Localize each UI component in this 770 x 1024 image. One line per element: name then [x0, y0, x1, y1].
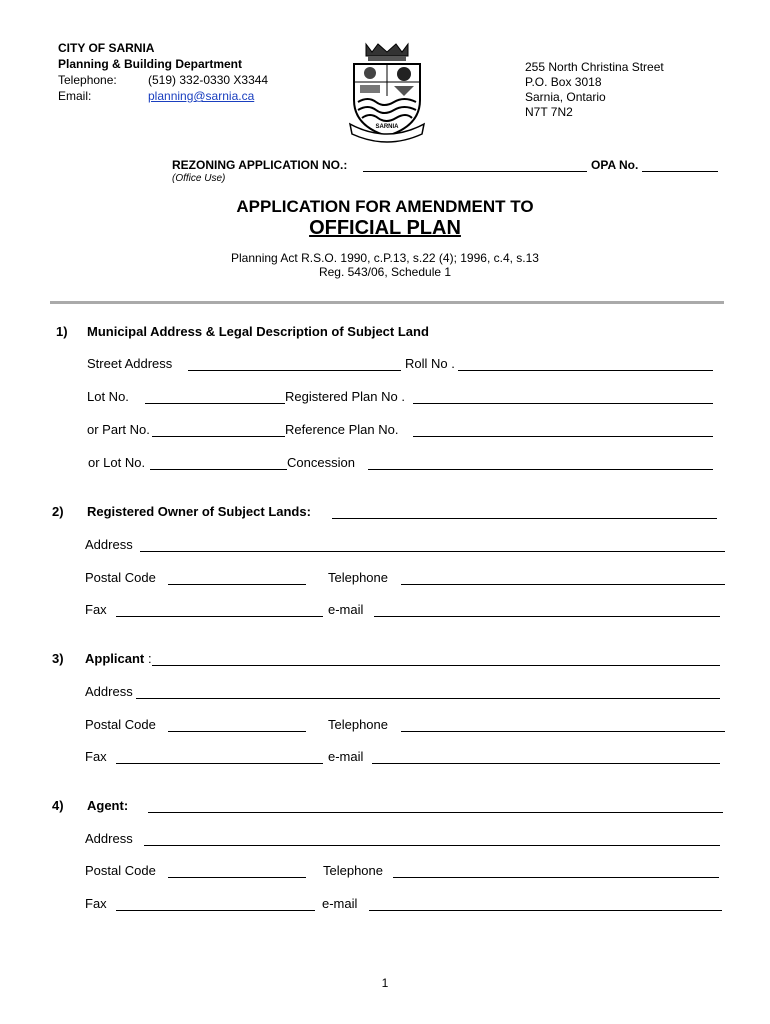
logo-motto: SARNIA: [375, 124, 399, 130]
lot-no-label: Lot No.: [87, 389, 129, 404]
agent-address-field[interactable]: [144, 845, 720, 846]
applicant-email-label: e-mail: [328, 749, 364, 764]
rezoning-label: REZONING APPLICATION NO.:: [172, 158, 348, 172]
registered-plan-label: Registered Plan No .: [285, 389, 405, 404]
owner-telephone-label: Telephone: [328, 570, 388, 585]
applicant-email-field[interactable]: [372, 763, 720, 764]
agent-email-field[interactable]: [369, 910, 722, 911]
regulation-reference: Reg. 543/06, Schedule 1: [318, 265, 452, 279]
agent-postal-field[interactable]: [168, 877, 306, 878]
concession-field[interactable]: [368, 469, 713, 470]
part-no-label: or Part No.: [87, 422, 150, 437]
section-4-heading: Agent:: [87, 798, 129, 813]
lot-no-field[interactable]: [145, 403, 285, 404]
or-lot-no-label: or Lot No.: [88, 455, 146, 470]
address-line-4: N7T 7N2: [525, 105, 573, 119]
rezoning-number-field[interactable]: [363, 171, 587, 172]
section-1-heading: Municipal Address & Legal Description of Subject Land: [87, 324, 429, 339]
telephone-value: (519) 332-0330 X3344: [148, 73, 269, 87]
owner-postal-field[interactable]: [168, 584, 306, 585]
form-title-line-1: APPLICATION FOR AMENDMENT TO: [236, 197, 534, 216]
address-line-3: Sarnia, Ontario: [525, 90, 606, 104]
owner-telephone-field[interactable]: [401, 584, 725, 585]
address-line-2: P.O. Box 3018: [525, 75, 602, 89]
applicant-telephone-field[interactable]: [401, 731, 725, 732]
roll-no-label: Roll No .: [405, 356, 455, 371]
agent-fax-field[interactable]: [116, 910, 315, 911]
section-4-number: 4): [52, 798, 64, 813]
applicant-telephone-label: Telephone: [328, 717, 388, 732]
agent-telephone-field[interactable]: [393, 877, 719, 878]
applicant-address-field[interactable]: [136, 698, 720, 699]
section-3-number: 3): [52, 651, 64, 666]
agent-telephone-label: Telephone: [323, 863, 383, 878]
street-address-field[interactable]: [188, 370, 401, 371]
applicant-fax-field[interactable]: [116, 763, 323, 764]
or-lot-no-field[interactable]: [150, 469, 287, 470]
owner-fax-label: Fax: [85, 602, 107, 617]
owner-address-label: Address: [85, 537, 133, 552]
reference-plan-field[interactable]: [413, 436, 713, 437]
owner-address-field[interactable]: [140, 551, 725, 552]
agent-email-label: e-mail: [322, 896, 358, 911]
email-label: Email:: [58, 89, 92, 103]
form-title-line-2: OFFICIAL PLAN: [309, 217, 461, 239]
address-line-1: 255 North Christina Street: [525, 60, 664, 74]
registered-plan-field[interactable]: [413, 403, 713, 404]
office-use-note: (Office Use): [172, 173, 226, 184]
roll-no-field[interactable]: [458, 370, 713, 371]
agent-address-label: Address: [85, 831, 133, 846]
owner-name-field[interactable]: [332, 518, 717, 519]
applicant-postal-label: Postal Code: [85, 717, 156, 732]
concession-label: Concession: [287, 455, 355, 470]
email-link[interactable]: planning@sarnia.ca: [148, 89, 255, 103]
applicant-fax-label: Fax: [85, 749, 107, 764]
telephone-label: Telephone:: [58, 73, 117, 87]
section-3-heading: Applicant: [85, 651, 145, 666]
owner-fax-field[interactable]: [116, 616, 323, 617]
agent-postal-label: Postal Code: [85, 863, 156, 878]
owner-email-field[interactable]: [374, 616, 720, 617]
part-no-field[interactable]: [152, 436, 285, 437]
org-name: CITY OF SARNIA: [58, 41, 155, 55]
department-name: Planning & Building Department: [58, 57, 243, 71]
agent-fax-label: Fax: [85, 896, 107, 911]
opa-label: OPA No.: [591, 158, 639, 172]
header-divider: [50, 301, 724, 304]
owner-postal-label: Postal Code: [85, 570, 156, 585]
section-2-number: 2): [52, 504, 64, 519]
applicant-name-field[interactable]: [152, 665, 720, 666]
agent-name-field[interactable]: [148, 812, 723, 813]
section-3-colon: :: [148, 651, 152, 666]
opa-number-field[interactable]: [642, 171, 718, 172]
act-reference: Planning Act R.S.O. 1990, c.P.13, s.22 (4); 1996, c.4, s.13: [231, 251, 539, 265]
reference-plan-label: Reference Plan No.: [285, 422, 399, 437]
section-2-heading: Registered Owner of Subject Lands:: [87, 504, 311, 519]
applicant-address-label: Address: [85, 684, 133, 699]
owner-email-label: e-mail: [328, 602, 364, 617]
applicant-postal-field[interactable]: [168, 731, 306, 732]
section-1-number: 1): [56, 324, 68, 339]
page-number: 1: [381, 976, 389, 990]
street-address-label: Street Address: [87, 356, 173, 371]
